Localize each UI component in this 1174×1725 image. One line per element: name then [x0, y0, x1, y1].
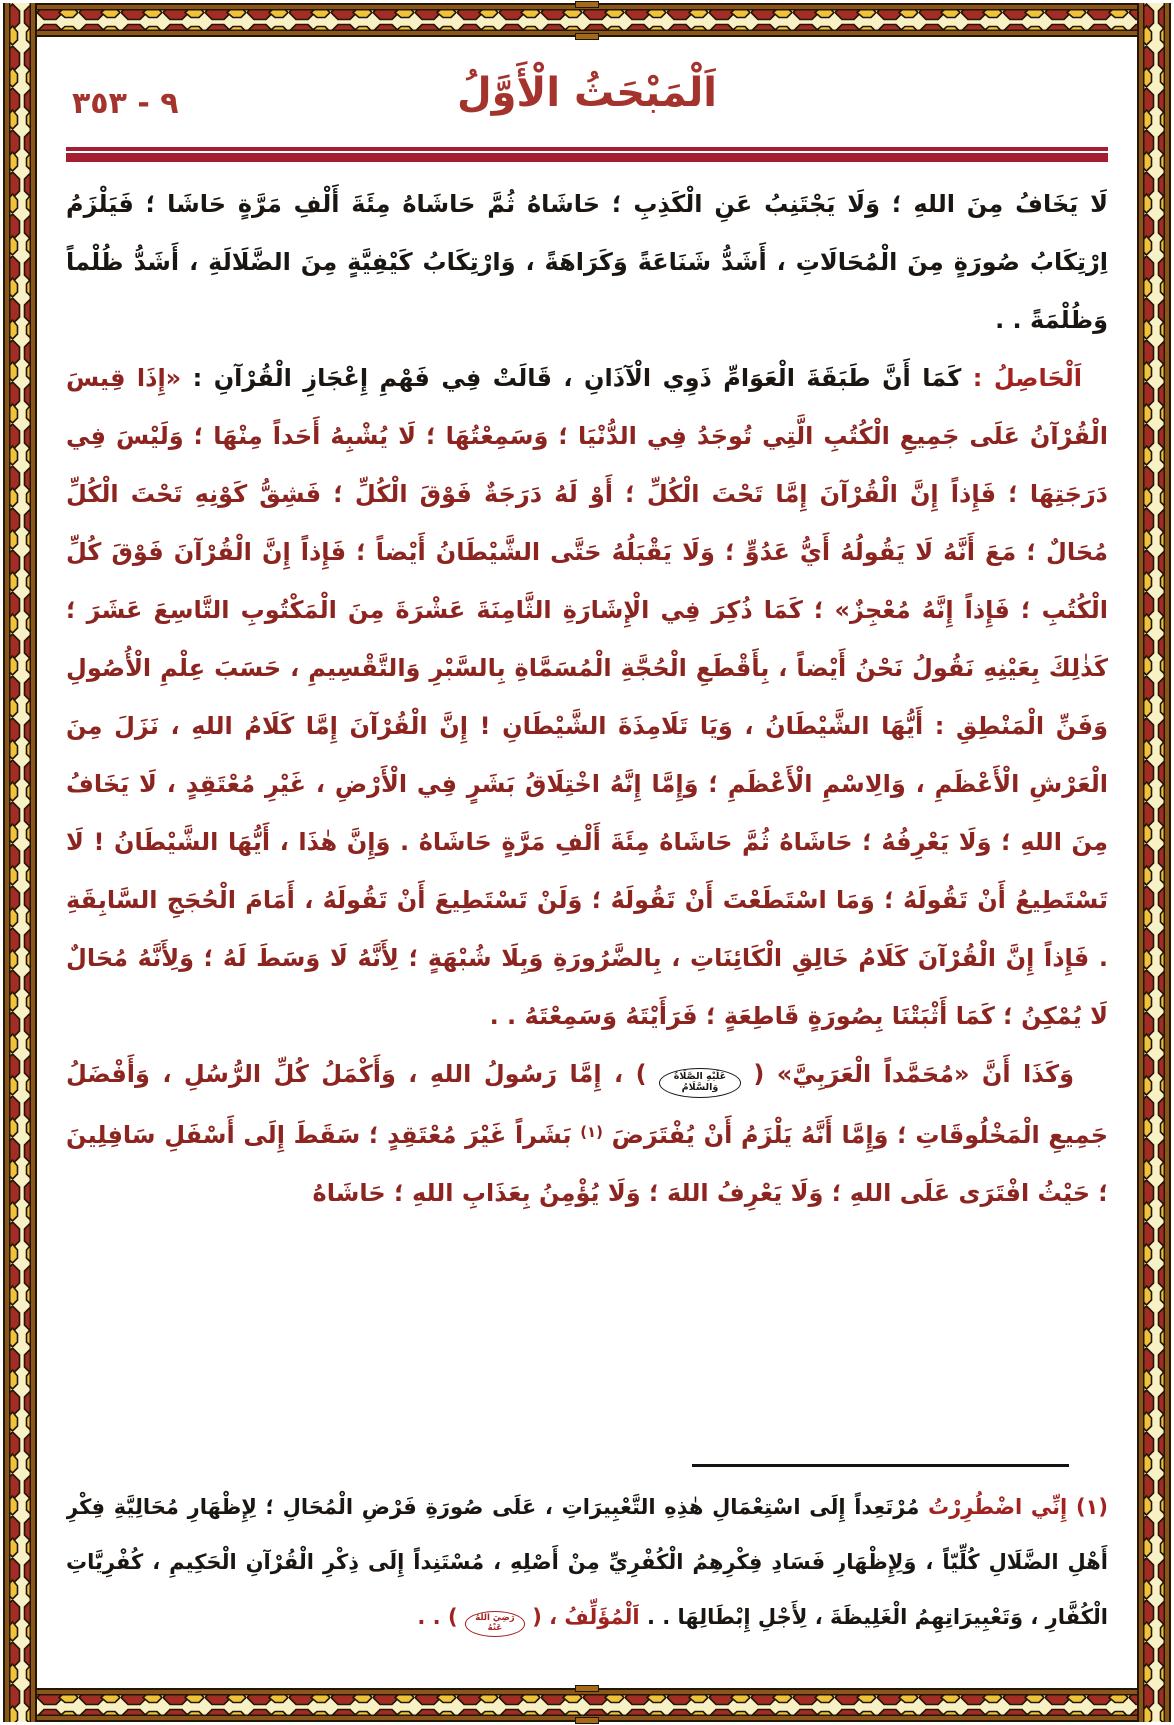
honorific-wrapper — [636, 1060, 765, 1093]
footnote-reference-marker: (١) — [580, 1123, 603, 1141]
honorific-wrapper — [448, 1605, 542, 1633]
border-center-ornament-bottom-inner — [575, 1685, 599, 1692]
paragraph-text: لَا يَخَافُ مِنَ اللهِ ؛ وَلَا يَجْتَنِبُ عَنِ الْكَذِبِ ؛ حَاشَاهُ ثُمَّ حَاشَاهُ مِئَةَ أَلْفِ مَرَّةٍ حَاشَا ؛ فَيَلْزَمُ اِرْتِكَابُ صُورَةٍ مِنَ الْمُحَالَاتِ ، أَشَدُّ شَنَاعَةً وَكَرَاهَةً ، وَارْتِكَابُ كَيْفِيَّةٍ مِنَ الضَّلَالَةِ ، أَشَدُّ ظُلْماً وَظُلْمَةً . . — [66, 190, 1108, 334]
author-honorific-seal: رَضِيَ اللهُ عَنْهُ — [465, 1611, 525, 1637]
quote-text: «إِذَا قِيسَ الْقُرْآنُ عَلَى جَمِيعِ الْكُتُبِ الَّتِي تُوجَدُ فِي الدُّنْيَا ؛ وَسَمِعْتُهَا ؛ لَا يُشْبِهُ أَحَداً مِنْهَا ؛ وَلَيْسَ فِي دَرَجَتِهَا ؛ فَإِذاً إِنَّ الْقُرْآنَ إِمَّا تَحْتَ الْكُلِّ ؛ أَوْ لَهُ دَرَجَةٌ فَوْقَ الْكُلِّ ؛ فَشِقُّ كَوْنِهِ تَحْتَ الْكُلِّ مُحَالٌ ؛ مَعَ أَنَّهُ لَا يَقُولُهُ أَيُّ عَدُوٍّ ؛ وَلَا يَقْبَلُهُ حَتَّى الشَّيْطَانُ أَيْضاً ؛ فَإِذاً إِنَّ الْقُرْآنَ فَوْقَ كُلِّ الْكُتُبِ ؛ فَإِذاً إِنَّهُ مُعْجِزٌ» ؛ كَمَا ذُكِرَ فِي الْإِشَارَةِ الثَّامِنَةَ عَشْرَةَ مِنَ الْمَكْتُوبِ التَّاسِعَ عَشَرَ ؛ كَذٰلِكَ بِعَيْنِهِ نَقُولُ نَحْنُ أَيْضاً ، بِأَقْطَعِ الْحُجَّةِ الْمُسَمَّاةِ بِالسَّبْرِ وَالتَّقْسِيمِ ، حَسَبَ عِلْمِ الْأُصُولِ وَفَنِّ الْمَنْطِقِ : أَيُّهَا الشَّيْطَانُ ، وَيَا تَلَامِذَةَ الشَّيْطَانِ ! إِنَّ الْقُرْآنَ إِمَّا كَلَامُ اللهِ ، نَزَلَ مِنَ الْعَرْشِ الْأَعْظَمِ ، وَالِاسْمِ الْأَعْظَمِ ؛ وَإِمَّا إِنَّهُ اخْتِلَاقُ بَشَرٍ فِي الْأَرْضِ ، غَيْرِ مُعْتَقِدٍ ، لَا يَخَافُ مِنَ اللهِ ؛ وَلَا يَعْرِفُهُ ؛ حَاشَاهُ ثُمَّ حَاشَاهُ مِئَةَ أَلْفِ مَرَّةٍ حَاشَاهُ . وَإِنَّ هٰذَا ، أَيُّهَا الشَّيْطَانُ ! لَا تَسْتَطِيعُ أَنْ تَقُولَهُ ؛ وَمَا اسْتَطَعْتَ أَنْ تَقُولَهُ ؛ وَلَنْ تَسْتَطِيعَ أَنْ تَقُولَهُ ، أَمَامَ الْحُجَجِ السَّابِقَةِ . فَإِذاً إِنَّ الْقُرْآنَ كَلَامُ خَالِقِ الْكَائِنَاتِ ، بِالضَّرُورَةِ وَبِلَا شُبْهَةٍ ؛ لِأَنَّهُ لَا وَسَطَ لَهُ ؛ وَلِأَنَّهُ مُحَالٌ لَا يُمْكِنُ ؛ كَمَا أَثْبَتْنَا بِصُورَةٍ قَاطِعَةٍ ؛ فَرَأَيْتَهُ وَسَمِعْتَهُ . . — [66, 364, 1108, 1030]
footnote-tail: . . — [417, 1605, 448, 1629]
section-title: اَلْمَبْحَثُ الْأَوَّلُ — [456, 70, 718, 116]
decorative-border-right — [1137, 3, 1171, 1722]
lead-word: اَلْحَاصِلُ : — [961, 364, 1082, 392]
border-center-ornament-top-outer — [575, 1, 599, 8]
paragraph-conclusion — [66, 349, 1108, 1045]
footnote-marker-and-lead: (١) إِنِّي اضْطُرِرْتُ — [919, 1495, 1108, 1519]
author-signature: اَلْمُؤَلِّفُ ، — [541, 1605, 640, 1629]
paragraph-text: ، إِمَّا رَسُولُ اللهِ ، وَأَكْمَلُ كُلِّ الرُّسُلِ ، وَأَفْضَلُ جَمِيعِ الْمَخْلُوقَاتِ ؛ وَإِمَّا أَنَّهُ يَلْزَمُ أَنْ يُفْتَرَضَ — [66, 1060, 1108, 1149]
header-rule-thick — [66, 153, 1108, 162]
decorative-border-top — [36, 3, 1138, 37]
paragraph-continuation — [66, 175, 1108, 349]
main-text — [66, 175, 1108, 1222]
prophet-honorific-seal: عَلَيْهِ الصَّلَاةُ وَالسَّلَامُ — [659, 1068, 741, 1098]
footnote-divider — [692, 1464, 1069, 1467]
paragraph-text: بَشَراً غَيْرَ مُعْتَقِدٍ ؛ سَقَطَ إِلَى أَسْفَلِ سَافِلِينَ ؛ حَيْثُ افْتَرَى عَلَى اللهِ ؛ وَلَا يَعْرِفُ اللهَ ؛ وَلَا يُؤْمِنُ بِعَذَابِ اللهِ ؛ حَاشَاهُ — [66, 1121, 1108, 1207]
intro-text: كَمَا أَنَّ طَبَقَةَ الْعَوَامِّ ذَوِي الْآذَانِ ، قَالَتْ فِي فَهْمِ إِعْجَازِ الْقُرْآنِ : — [181, 364, 962, 392]
border-center-ornament-bottom-outer — [575, 1717, 599, 1724]
paragraph-prophet — [66, 1045, 1108, 1222]
footnote — [66, 1480, 1108, 1645]
header-rule-thin — [66, 147, 1108, 151]
page-number: ٩ - ٣٥٣ — [72, 86, 179, 121]
decorative-border-left — [3, 3, 37, 1722]
footnote-text: مُرْتَعِداً إِلَى اسْتِعْمَالِ هٰذِهِ التَّعْبِيرَاتِ ، عَلَى صُورَةِ فَرْضِ الْمُحَالِ ؛ لِإِظْهَارِ مُحَالِيَّةِ فِكْرِ أَهْلِ الضَّلَالِ كُلِّيّاً ، وَلِإِظْهَارِ فَسَادِ فِكْرِهِمُ الْكُفْرِيِّ مِنْ أَصْلِهِ ، مُسْتَنِداً إِلَى ذِكْرِ الْقُرْآنِ الْحَكِيمِ ، كُفْرِيَّاتِ الْكُفَّارِ ، وَتَعْبِيرَاتِهِمُ الْغَلِيظَةَ ، لِأَجْلِ إِبْطَالِهَا . . — [66, 1495, 1108, 1629]
paragraph-text: وَكَذَا أَنَّ «مُحَمَّداً الْعَرَبِيَّ» — [764, 1060, 1075, 1088]
border-center-ornament-top-inner — [575, 33, 599, 40]
